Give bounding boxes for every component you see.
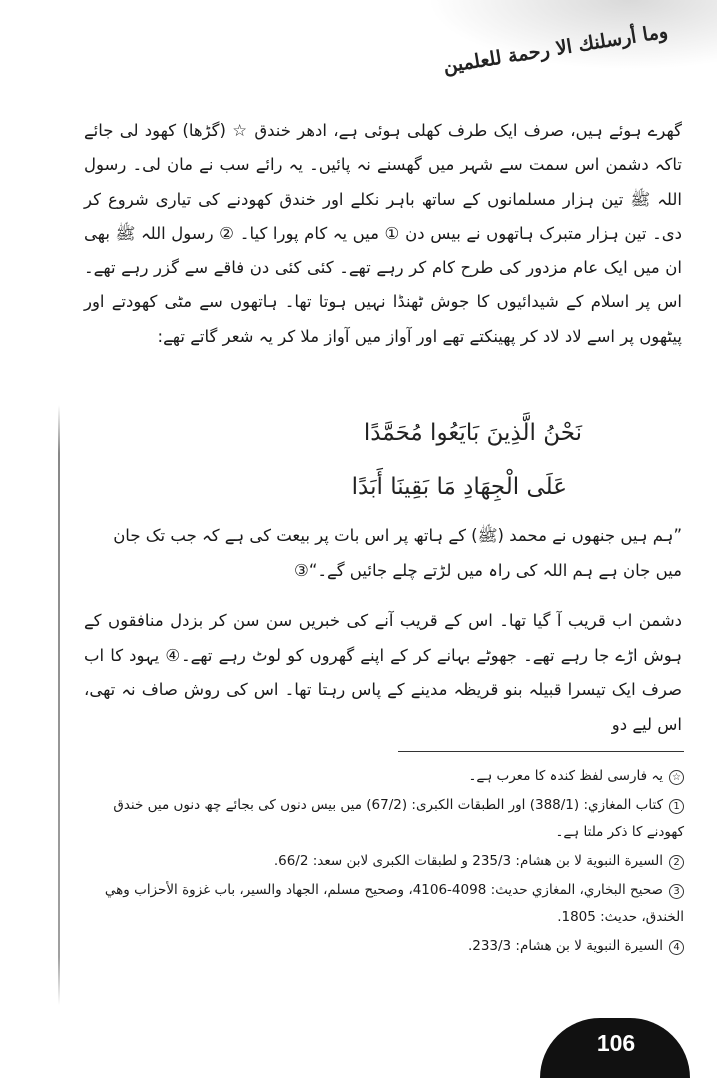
- footnote-marker: ☆: [669, 770, 684, 785]
- footnote-text: یہ فارسی لفظ کندہ کا معرب ہے۔: [468, 768, 663, 784]
- footnote-text: كتاب المغازي: (388/1) اور الطبقات الكبرى: (67/2) میں بیس دنوں کی بجائے چھ دنوں میں خندق کھودنے کا ذکر ملتا ہے۔: [113, 797, 684, 840]
- footnote-text: صحيح البخاري، المغازي حديث: 4098-4106، وصحيح مسلم، الجهاد والسير، باب غزوة الأحزاب وهي الخندق، حديث: 1805.: [104, 882, 684, 925]
- verse-translation: [84, 518, 682, 588]
- quote-text: ”ہم ہیں جنھوں نے محمد (ﷺ) کے ہاتھ پر اس بات پر بیعت کی ہے کہ جب تک جان میں جان ہے ہم اللہ کی راہ میں لڑتے چلے جائیں گے۔“③: [113, 526, 682, 580]
- page-binding-edge: [58, 405, 60, 1005]
- footnote-item: [84, 763, 684, 790]
- footnotes: [84, 763, 684, 962]
- footnote-separator: [398, 751, 684, 752]
- verse-line-1: نَحْنُ الَّذِينَ بَايَعُوا مُحَمَّدًا: [363, 420, 582, 446]
- footnote-item: [84, 848, 684, 875]
- main-text-continued: [84, 604, 682, 742]
- footnote-item: [84, 933, 684, 960]
- paragraph-2: دشمن اب قریب آ گیا تھا۔ اس کے قریب آنے کی خبریں سن سن کر بزدل منافقوں کے ہوش اڑے جا رہے تھے۔ جھوٹے بہانے کر کے اپنے گھروں کو لوٹ رہے تھے۔④ یہود کا اب صرف ایک تیسرا قبیلہ بنو قریظہ مدینے کے پاس رہتا تھا۔ اس کی روش صاف نہ تھی، اس لیے دو: [84, 611, 682, 734]
- footnote-text: السيرة النبوية لا بن هشام: 235/3 و لطبقات الكبرى لابن سعد: 66/2.: [273, 853, 663, 869]
- footnote-text: السيرة النبوية لا بن هشام: 233/3.: [467, 938, 663, 954]
- footnote-marker: 3: [669, 884, 684, 899]
- footnote-item: [84, 877, 684, 931]
- footnote-marker: 4: [669, 940, 684, 955]
- footnote-marker: 1: [669, 799, 684, 814]
- paragraph-1: گھرے ہوئے ہیں، صرف ایک طرف کھلی ہوئی ہے، ادھر خندق ☆ (گڑھا) کھود لی جائے تاکہ دشمن اس سمت سے شہر میں گھسنے نہ پائیں۔ یہ رائے سب نے مان لی۔ رسول اللہ ﷺ تین ہزار مسلمانوں کے ساتھ باہر نکلے اور خندق کھودنے کی تیاری شروع کر دی۔ تین ہزار متبرک ہاتھوں نے بیس دن ① میں یہ کام پورا کیا۔ ② رسول اللہ ﷺ بھی ان میں ایک عام مزدور کی طرح کام کر رہے تھے۔ کئی کئی دن فاقے سے گزر رہے تھے۔ اس پر اسلام کے شیدائیوں کا جوش ٹھنڈا نہیں ہوتا تھا۔ ہاتھوں سے مٹی کھودتے اور پیٹھوں پر اسے لاد لاد کر پھینکتے تھے اور آواز میں آواز ملا کر یہ شعر گاتے تھے:: [84, 121, 682, 346]
- footnote-marker: 2: [669, 855, 684, 870]
- page-number: 106: [596, 1030, 636, 1056]
- footnote-item: [84, 792, 684, 846]
- main-text: [84, 114, 682, 354]
- verse-line-2: عَلَى الْجِهَادِ مَا بَقِينَا أَبَدًا: [351, 474, 567, 500]
- running-header-title: وما أرسلنك الا رحمة للعلمين: [441, 20, 670, 78]
